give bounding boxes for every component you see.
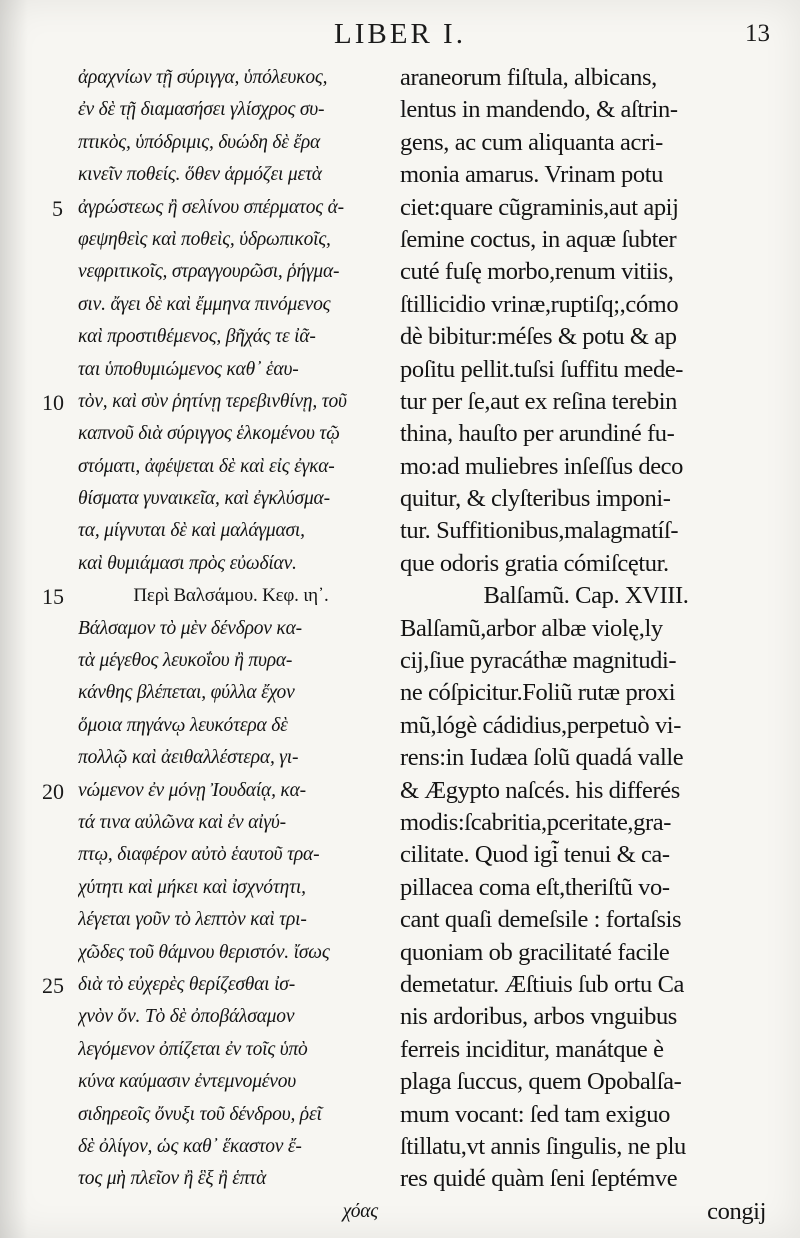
line-number: 15 <box>42 584 64 610</box>
latin-text-line: mo:ad muliebres inſeſſus deco <box>400 452 684 480</box>
greek-text-column <box>78 62 384 1228</box>
running-title: LIBER I. <box>334 18 466 50</box>
greek-text-line: τα, μίγνυται δὲ καὶ μαλάγμασι, <box>78 520 305 542</box>
greek-text-line: λέγεται γοῦν τὸ λεπτὸν καὶ τρι- <box>78 909 307 931</box>
page-number: 13 <box>745 20 770 47</box>
greek-text-line: διὰ τὸ εὐχερὲς θερίζεσθαι ἰσ- <box>78 973 295 995</box>
latin-text-line: & Ægypto naſcés. his differés <box>400 776 680 804</box>
line-number: 20 <box>42 778 64 804</box>
greek-text-line: ὅμοια πηγάνῳ λευκότερα δὲ <box>78 714 288 736</box>
greek-text-line: τὰ μέγεθος λευκοΐου ἢ πυρα- <box>78 650 293 672</box>
latin-text-line: rens:in Iudæa ſolũ quadá valle <box>400 744 684 772</box>
greek-text-line: πολλῷ καὶ ἀειθαλλέστερα, γι- <box>78 747 299 769</box>
latin-text-line: ſemine coctus, in aquæ ſubter <box>400 225 677 253</box>
greek-text-line: πτικὸς, ὑπόδριμις, δυώδη δὲ ἔρα <box>78 131 321 153</box>
latin-text-line: gens, ac cum aliquanta acri- <box>400 128 663 156</box>
greek-text-line: ἀγρώστεως ἢ σελίνου σπέρματος ἀ- <box>78 196 344 218</box>
latin-text-line: pillacea coma eſt,theriſtũ vo- <box>400 873 670 901</box>
greek-text-line: θίσματα γυναικεῖα, καὶ ἐγκλύσμα- <box>78 488 330 510</box>
greek-text-line: κύνα καύμασιν ἐντεμνομένου <box>78 1071 297 1093</box>
line-number: 25 <box>42 973 64 999</box>
greek-text-line: κινεῖν ποθείς. ὅθεν ἁρμόζει μετὰ <box>78 164 322 186</box>
greek-text-line: σιν. ἄγει δὲ καὶ ἔμμηνα πινόμενος <box>78 293 331 315</box>
latin-text-line: mum vocant: ſed tam exiguo <box>400 1100 670 1128</box>
greek-text-line: νεφριτικοῖς, στραγγουρῶσι, ῥήγμα- <box>78 261 340 283</box>
latin-text-line: cuté fuſę morbo,renum vitiis, <box>400 258 674 286</box>
latin-text-line: ciet:quare cũgraminis,aut apij <box>400 193 679 221</box>
latin-text-line: araneorum fiſtula, albicans, <box>400 64 657 91</box>
latin-text-line: quoniam ob gracilitaté facile <box>400 938 670 966</box>
greek-text-line: χόας <box>342 1200 378 1222</box>
greek-text-line: τος μὴ πλεῖον ἢ ἓξ ἢ ἑπτὰ <box>78 1168 267 1190</box>
latin-text-line: ſtillicidio vrinæ,ruptiſq;,cómo <box>400 290 679 318</box>
latin-text-line: nis ardoribus, arbos vnguibus <box>400 1003 677 1031</box>
latin-text-line: que odoris gratia cómiſcętur. <box>400 549 669 577</box>
greek-text-line: καὶ προστιθέμενος, βῆχάς τε ἰᾶ- <box>78 326 316 348</box>
latin-text-line: lentus in mandendo, & aſtrin- <box>400 96 678 124</box>
latin-text-line: ſtillatu,vt annis ſingulis, ne plu <box>400 1132 686 1160</box>
greek-text-line: καὶ θυμιάμασι πρὸς εὐωδίαν. <box>78 552 297 574</box>
latin-text-line: mũ,lógè cádidius,perpetuò vi- <box>400 711 681 739</box>
line-number: 5 <box>52 195 63 221</box>
greek-text-line: τά τινα αὐλῶνα καὶ ἐν αἰγύ- <box>78 811 286 833</box>
latin-text-column <box>400 62 772 1228</box>
latin-text-line: modis:ſcabritia,pceritate,gra- <box>400 808 671 836</box>
latin-text-line: cij,ſiue pyracáthæ magnitudi- <box>400 647 677 675</box>
latin-text-line: res quidé quàm ſeni ſeptémve <box>400 1165 678 1193</box>
greek-text-line: νώμενον ἐν μόνῃ Ἰουδαίᾳ, κα- <box>78 779 306 801</box>
latin-text-line: thina, hauſto per arundiné fu- <box>400 420 675 448</box>
latin-text-line: tur per ſe,aut ex reſina terebin <box>400 387 677 415</box>
latin-text-line: quitur, & clyſteribus imponi- <box>400 485 671 513</box>
greek-text-line: Περὶ Βαλσάμου. Κεφ. ιη᾽. <box>133 585 329 607</box>
latin-text-line: tur. Suffitionibus,malagmatíſ- <box>400 517 679 545</box>
latin-text-line: dè bibitur:méſes & potu & ap <box>400 323 677 351</box>
greek-text-line: στόματι, ἀφέψεται δὲ καὶ εἰς ἐγκα- <box>78 455 335 477</box>
greek-text-line: σιδηρεοῖς ὄνυξι τοῦ δένδρου, ῥεῖ <box>78 1103 322 1125</box>
latin-text-line: Balſamũ. Cap. XVIII. <box>483 582 689 610</box>
latin-text-line: congij <box>707 1197 766 1225</box>
greek-text-line: τὸν, καὶ σὺν ῥητίνῃ τερεβινθίνῃ, τοῦ <box>78 390 347 412</box>
greek-text-line: δὲ ὀλίγον, ὡς καθ᾽ ἕκαστον ἔ- <box>78 1135 302 1157</box>
greek-text-line: χῶδες τοῦ θάμνου θεριστόν. ἴσως <box>78 941 330 963</box>
latin-text-line: monia amarus. Vrinam potu <box>400 161 663 189</box>
greek-text-line: ἐν δὲ τῇ διαμασήσει γλίσχρος συ- <box>78 99 325 121</box>
greek-text-line: πτῳ, διαφέρον αὐτὸ ἑαυτοῦ τρα- <box>78 844 320 866</box>
greek-text-line: χνὸν ὄν. Τὸ δὲ ὀποβάλσαμον <box>78 1006 295 1028</box>
latin-text-line: Balſamũ,arbor albæ violę,ly <box>400 614 663 642</box>
latin-text-line: cilitate. Quod igi̇̃ tenui & ca- <box>400 841 670 869</box>
running-head <box>0 14 800 54</box>
gutter-shadow <box>0 0 28 1238</box>
greek-text-line: λεγόμενον ὀπίζεται ἐν τοῖς ὑπὸ <box>78 1038 308 1060</box>
greek-text-line: Βάλσαμον τὸ μὲν δένδρον κα- <box>78 617 302 639</box>
greek-text-line: ται ὑποθυμιώμενος καθ᾽ ἑαυ- <box>78 358 299 380</box>
latin-text-line: cant quaſi demeſsile : fortaſsis <box>400 906 682 934</box>
latin-text-line: ne cóſpicitur.Foliũ rutæ proxi <box>400 679 676 707</box>
latin-text-line: plaga ſuccus, quem Opobalſa- <box>400 1068 682 1096</box>
latin-text-line: poſitu pellit.tuſsi ſuffitu mede- <box>400 355 684 383</box>
greek-text-line: καπνοῦ διὰ σύριγγος ἑλκομένου τῷ <box>78 423 340 445</box>
greek-text-line: κάνθης βλέπεται, φύλλα ἔχον <box>78 682 295 704</box>
greek-text-line: χύτητι καὶ μήκει καὶ ἰσχνότητι, <box>78 876 306 898</box>
latin-text-line: ferreis inciditur, manátque è <box>400 1035 664 1063</box>
latin-text-line: demetatur. Æſtiuis ſub ortu Ca <box>400 970 685 998</box>
greek-text-line: ἀραχνίων τῇ σύριγγα, ὑπόλευκος, <box>78 67 328 88</box>
line-number: 10 <box>42 390 64 415</box>
greek-text-line: φεψηθεὶς καὶ ποθεὶς, ὑδρωπικοῖς, <box>78 228 331 250</box>
